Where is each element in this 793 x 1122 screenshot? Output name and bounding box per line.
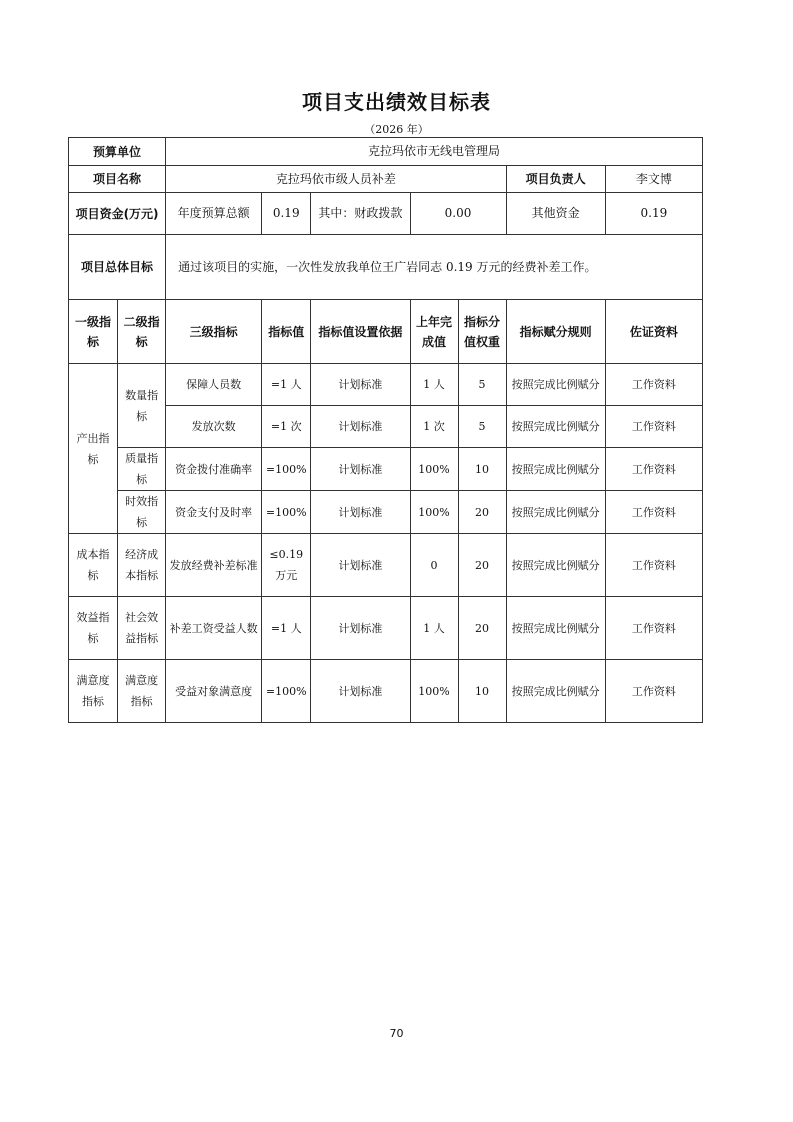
cell-level3: 补差工资受益人数 [166, 597, 262, 660]
cell-evidence: 工作资料 [605, 406, 702, 448]
cell-basis: 计划标准 [311, 597, 410, 660]
cell-value: =1 人 [262, 597, 311, 660]
cell-evidence: 工作资料 [605, 534, 702, 597]
header-level1: 一级指标 [69, 300, 118, 364]
cell-level3: 发放经费补差标准 [166, 534, 262, 597]
cell-rule: 按照完成比例赋分 [506, 597, 605, 660]
cell-value: =1 次 [262, 406, 311, 448]
table-row [69, 491, 703, 534]
cell-level3: 资金拨付准确率 [166, 448, 262, 491]
cell-value: =100% [262, 660, 311, 723]
group-output-time: 时效指标 [118, 491, 166, 534]
group-benefit-social: 社会效益指标 [118, 597, 166, 660]
table-row [69, 660, 703, 723]
cell-weight: 5 [458, 364, 506, 406]
cell-evidence: 工作资料 [605, 597, 702, 660]
cell-last-year: 100% [410, 491, 458, 534]
table-row [69, 534, 703, 597]
cell-weight: 20 [458, 534, 506, 597]
funds-label: 项目资金(万元) [69, 193, 166, 235]
cell-value: ≤0.19 万元 [262, 534, 311, 597]
group-output-quantity: 数量指标 [118, 364, 166, 448]
cell-rule: 按照完成比例赋分 [506, 491, 605, 534]
group-cost-economic: 经济成本指标 [118, 534, 166, 597]
cell-weight: 20 [458, 597, 506, 660]
performance-table [68, 137, 703, 723]
group-cost: 成本指标 [69, 534, 118, 597]
table-row [69, 364, 703, 406]
cell-rule: 按照完成比例赋分 [506, 660, 605, 723]
header-weight: 指标分值权重 [458, 300, 506, 364]
year-label: （2026 年） [364, 123, 429, 136]
cell-level3: 资金支付及时率 [166, 491, 262, 534]
cell-rule: 按照完成比例赋分 [506, 406, 605, 448]
header-last-year: 上年完成值 [410, 300, 458, 364]
cell-rule: 按照完成比例赋分 [506, 534, 605, 597]
group-output-quality: 质量指标 [118, 448, 166, 491]
cell-evidence: 工作资料 [605, 448, 702, 491]
owner-value: 李文博 [605, 166, 702, 193]
cell-weight: 10 [458, 448, 506, 491]
group-satisfaction-sub: 满意度指标 [118, 660, 166, 723]
cell-last-year: 0 [410, 534, 458, 597]
page-title: 项目支出绩效目标表 [302, 90, 491, 114]
cell-basis: 计划标准 [311, 491, 410, 534]
header-level2: 二级指标 [118, 300, 166, 364]
table-row [69, 448, 703, 491]
budget-unit-value: 克拉玛依市无线电管理局 [166, 138, 703, 166]
cell-last-year: 100% [410, 660, 458, 723]
cell-value: =1 人 [262, 364, 311, 406]
cell-evidence: 工作资料 [605, 364, 702, 406]
project-name-value: 克拉玛依市级人员补差 [166, 166, 506, 193]
budget-unit-label: 预算单位 [69, 138, 166, 166]
group-benefit: 效益指标 [69, 597, 118, 660]
header-basis: 指标值设置依据 [311, 300, 410, 364]
fiscal-label: 其中：财政拨款 [311, 193, 410, 235]
header-value: 指标值 [262, 300, 311, 364]
other-funds-label: 其他资金 [506, 193, 605, 235]
cell-last-year: 1 次 [410, 406, 458, 448]
cell-last-year: 100% [410, 448, 458, 491]
overall-goal-label: 项目总体目标 [69, 235, 166, 300]
cell-value: =100% [262, 448, 311, 491]
cell-basis: 计划标准 [311, 660, 410, 723]
cell-level3: 受益对象满意度 [166, 660, 262, 723]
cell-level3: 保障人员数 [166, 364, 262, 406]
header-rule: 指标赋分规则 [506, 300, 605, 364]
cell-rule: 按照完成比例赋分 [506, 364, 605, 406]
cell-weight: 20 [458, 491, 506, 534]
group-satisfaction: 满意度指标 [69, 660, 118, 723]
cell-weight: 5 [458, 406, 506, 448]
fiscal-value: 0.00 [410, 193, 506, 235]
cell-evidence: 工作资料 [605, 660, 702, 723]
cell-evidence: 工作资料 [605, 491, 702, 534]
cell-weight: 10 [458, 660, 506, 723]
cell-last-year: 1 人 [410, 364, 458, 406]
owner-label: 项目负责人 [506, 166, 605, 193]
cell-value: =100% [262, 491, 311, 534]
cell-basis: 计划标准 [311, 364, 410, 406]
other-funds-value: 0.19 [605, 193, 702, 235]
cell-level3: 发放次数 [166, 406, 262, 448]
header-evidence: 佐证资料 [605, 300, 702, 364]
cell-rule: 按照完成比例赋分 [506, 448, 605, 491]
cell-basis: 计划标准 [311, 448, 410, 491]
cell-last-year: 1 人 [410, 597, 458, 660]
table-row [69, 597, 703, 660]
cell-basis: 计划标准 [311, 406, 410, 448]
overall-goal-value: 通过该项目的实施，一次性发放我单位王广岩同志 0.19 万元的经费补差工作。 [166, 235, 703, 300]
header-level3: 三级指标 [166, 300, 262, 364]
annual-budget-value: 0.19 [262, 193, 311, 235]
annual-budget-label: 年度预算总额 [166, 193, 262, 235]
page-number: 70 [389, 1027, 404, 1040]
group-output: 产出指标 [69, 364, 118, 534]
project-name-label: 项目名称 [69, 166, 166, 193]
cell-basis: 计划标准 [311, 534, 410, 597]
